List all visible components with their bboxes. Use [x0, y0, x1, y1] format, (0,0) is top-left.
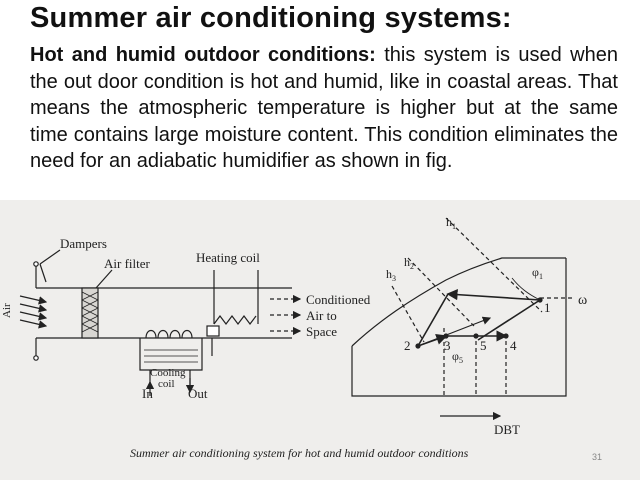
process-1-to-5 — [478, 300, 540, 340]
phi5-label: $\varphi_5$ — [452, 349, 463, 365]
air-filter-label: Air filter — [104, 256, 150, 271]
h1-label: $h_1$ — [446, 215, 456, 231]
conditioned-label: Conditioned — [306, 292, 371, 307]
point-2-label: 2 — [404, 338, 411, 353]
h3-label: $h_3$ — [386, 267, 396, 283]
figure-drawing — [0, 200, 640, 480]
omega-label: ω — [578, 293, 588, 308]
point-1-label: 1 — [544, 300, 551, 315]
psychrometric-chart — [352, 218, 572, 416]
point-3-label: 3 — [444, 338, 451, 353]
point-4-label: 4 — [510, 338, 517, 353]
air-in-label: Air — [1, 303, 13, 318]
cooling-coil-tank — [140, 338, 202, 370]
out-label: Out — [188, 386, 208, 401]
air-to-label: Air to — [306, 308, 337, 323]
damper-bottom — [34, 356, 38, 360]
h3-line — [392, 286, 424, 342]
figure-caption: Summer air conditioning system for hot and humid outdoor conditions — [130, 446, 469, 460]
point-5-label: 5 — [480, 338, 487, 353]
slide-paragraph — [30, 42, 618, 175]
heating-coil-zigzag — [214, 316, 256, 324]
dampers-label: Dampers — [60, 236, 107, 251]
paragraph-body: this system is used when the out door condition is hot and humid, like in coastal areas. That means the atmospheric temperature is higher but at the same time contains large moisture content. This condition eliminates the need for an adiabatic humidifier as shown in fig. — [30, 44, 618, 172]
h2-line — [408, 258, 474, 326]
in-label: In — [142, 386, 153, 401]
slide-title: Summer air conditioning systems: — [30, 2, 512, 34]
figure — [0, 200, 640, 480]
cooling-label: Cooling — [150, 367, 186, 379]
heating-coil-label: Heating coil — [196, 250, 260, 265]
cooling-coil-loops — [146, 331, 192, 339]
page-number: 31 — [592, 452, 603, 462]
h2-label: $h_2$ — [404, 255, 414, 271]
coil-label: coil — [158, 378, 175, 390]
h1-line — [446, 218, 542, 312]
dbt-label: DBT — [494, 422, 520, 437]
damper-top — [34, 262, 38, 266]
paragraph-lead: Hot and humid outdoor conditions: — [30, 44, 376, 66]
phi1-label: $\varphi_1$ — [532, 265, 543, 281]
space-label: Space — [306, 324, 338, 339]
